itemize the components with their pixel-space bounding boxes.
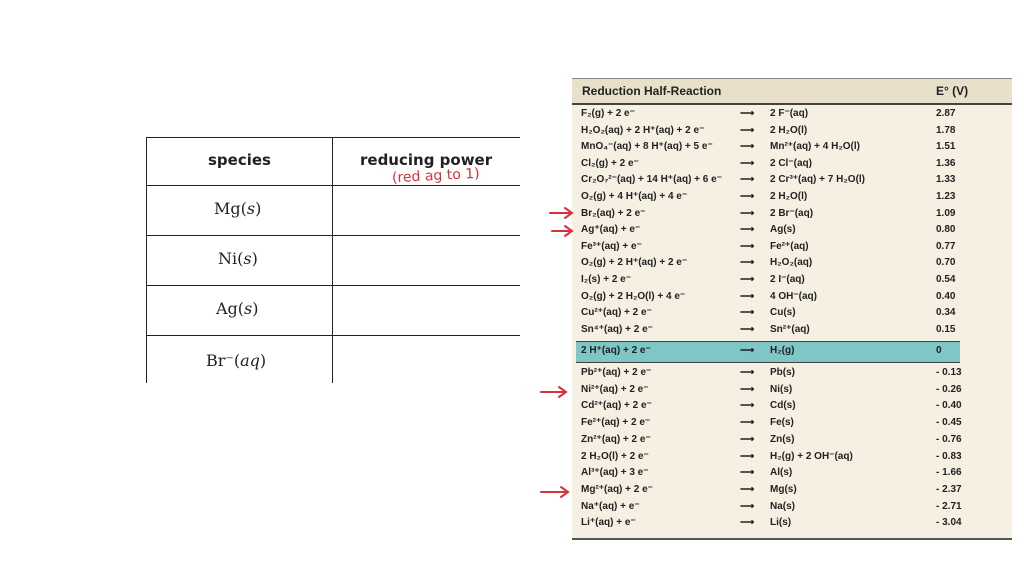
reaction-arrow: ⟶ (740, 517, 755, 529)
reactant-cell: 2 H₂O(l) + 2 e⁻ (581, 450, 649, 462)
reactant-cell: 2 H⁺(aq) + 2 e⁻ (581, 345, 651, 356)
reaction-arrow: ⟶ (740, 240, 755, 252)
reaction-arrow: ⟶ (740, 224, 755, 236)
product-cell: Pb(s) (770, 367, 795, 378)
potential-cell: - 3.04 (936, 517, 962, 529)
reactant-cell: Fe³⁺(aq) + e⁻ (581, 240, 642, 252)
potential-cell: 2.87 (936, 108, 956, 119)
reactant-cell: Li⁺(aq) + e⁻ (581, 517, 636, 529)
header-reaction: Reduction Half-Reaction (582, 84, 722, 98)
arrow-icon (541, 387, 566, 397)
potential-cell: - 1.66 (936, 467, 962, 479)
reactant-cell: Cu²⁺(aq) + 2 e⁻ (581, 307, 652, 319)
potential-cell: - 0.83 (936, 450, 962, 462)
product-cell: Mg(s) (770, 483, 797, 495)
product-cell: 2 Br⁻(aq) (770, 207, 814, 219)
reactant-cell: O₂(g) + 4 H⁺(aq) + 4 e⁻ (581, 191, 688, 202)
product-cell: 2 Cr³⁺(aq) + 7 H₂O(l) (770, 174, 866, 186)
potential-cell: 0.70 (936, 257, 956, 269)
product-cell: Al(s) (770, 467, 793, 479)
product-cell: 2 F⁻(aq) (770, 108, 809, 119)
reaction-arrow: ⟶ (740, 124, 755, 136)
species-cell: Mg(𝑠) (214, 199, 262, 218)
reactant-cell: Mg²⁺(aq) + 2 e⁻ (581, 483, 653, 495)
product-cell: Li(s) (770, 517, 792, 529)
product-cell: Sn²⁺(aq) (770, 323, 810, 335)
reaction-arrow: ⟶ (740, 274, 755, 285)
potential-cell: 0.80 (936, 224, 956, 236)
reaction-arrow: ⟶ (740, 345, 755, 356)
potential-cell: - 2.71 (936, 500, 962, 512)
reaction-arrow: ⟶ (740, 257, 755, 269)
product-cell: Ni(s) (770, 383, 793, 395)
reaction-arrow: ⟶ (740, 383, 755, 395)
reactant-cell: Cr₂O₇²⁻(aq) + 14 H⁺(aq) + 6 e⁻ (581, 174, 722, 186)
reaction-arrow: ⟶ (740, 400, 755, 412)
reaction-arrow: ⟶ (740, 141, 755, 153)
reaction-arrow: ⟶ (740, 450, 755, 462)
potential-cell: 0.15 (936, 323, 956, 335)
reaction-arrow: ⟶ (740, 467, 755, 479)
reactant-cell: Cd²⁺(aq) + 2 e⁻ (581, 400, 652, 412)
species-cell: Ni(𝑠) (218, 249, 258, 268)
handwritten-annotation: (red ag to 1) (391, 165, 481, 187)
potential-cell: 0.54 (936, 274, 956, 285)
reactant-cell: Br₂(aq) + 2 e⁻ (581, 207, 646, 219)
reaction-arrow: ⟶ (740, 307, 755, 319)
reactant-cell: MnO₄⁻(aq) + 8 H⁺(aq) + 5 e⁻ (581, 141, 713, 153)
reactant-cell: O₂(g) + 2 H⁺(aq) + 2 e⁻ (581, 257, 688, 269)
product-cell: 2 I⁻(aq) (770, 274, 805, 285)
reactant-cell: F₂(g) + 2 e⁻ (581, 108, 635, 119)
potential-cell: 0 (936, 345, 942, 356)
potential-cell: 1.78 (936, 124, 956, 136)
potential-cell: - 0.40 (936, 400, 962, 412)
reaction-arrow: ⟶ (740, 191, 755, 202)
potential-cell: 1.51 (936, 141, 956, 153)
potential-cell: 0.77 (936, 240, 956, 252)
reactant-cell: Ni²⁺(aq) + 2 e⁻ (581, 383, 649, 395)
reactant-cell: Zn²⁺(aq) + 2 e⁻ (581, 433, 651, 445)
product-cell: Cd(s) (770, 400, 796, 412)
potential-cell: 0.34 (936, 307, 956, 319)
reaction-arrow: ⟶ (740, 323, 755, 335)
reaction-arrow: ⟶ (740, 417, 755, 429)
arrow-icon (541, 487, 568, 497)
reactant-cell: Sn⁴⁺(aq) + 2 e⁻ (581, 323, 653, 335)
product-cell: 4 OH⁻(aq) (770, 290, 817, 302)
reaction-arrow: ⟶ (740, 483, 755, 495)
reaction-arrow: ⟶ (740, 500, 755, 512)
potential-cell: 1.23 (936, 191, 956, 202)
product-cell: 2 Cl⁻(aq) (770, 157, 812, 169)
product-cell: H₂(g) + 2 OH⁻(aq) (770, 450, 853, 462)
potential-cell: - 2.37 (936, 483, 962, 495)
product-cell: Cu(s) (770, 307, 796, 319)
reactant-cell: Al³⁺(aq) + 3 e⁻ (581, 467, 649, 479)
reactant-cell: Ag⁺(aq) + e⁻ (581, 224, 641, 236)
product-cell: H₂(g) (770, 345, 795, 356)
product-cell: Na(s) (770, 500, 796, 512)
arrow-icon (552, 226, 572, 236)
reactant-cell: Pb²⁺(aq) + 2 e⁻ (581, 367, 652, 378)
product-cell: H₂O₂(aq) (770, 257, 813, 269)
product-cell: Fe²⁺(aq) (770, 240, 809, 252)
potential-cell: - 0.26 (936, 383, 962, 395)
potential-cell: - 0.45 (936, 417, 962, 429)
reaction-arrow: ⟶ (740, 207, 755, 219)
reactant-cell: I₂(s) + 2 e⁻ (581, 274, 632, 285)
reaction-arrow: ⟶ (740, 157, 755, 169)
product-cell: Fe(s) (770, 417, 794, 429)
header-species: species (208, 151, 271, 169)
reaction-arrow: ⟶ (740, 290, 755, 302)
reactant-cell: Fe²⁺(aq) + 2 e⁻ (581, 417, 651, 429)
potential-cell: 1.33 (936, 174, 956, 186)
header-potential: E° (V) (936, 84, 969, 98)
reactant-cell: Cl₂(g) + 2 e⁻ (581, 157, 639, 169)
reaction-arrow: ⟶ (740, 433, 755, 445)
arrow-icon (550, 208, 572, 218)
potential-cell: - 0.13 (936, 367, 962, 378)
header-reducing-power: reducing power (360, 151, 493, 169)
product-cell: Ag(s) (770, 224, 796, 236)
reactant-cell: H₂O₂(aq) + 2 H⁺(aq) + 2 e⁻ (581, 124, 705, 136)
potential-cell: 0.40 (936, 290, 956, 302)
reactant-cell: Na⁺(aq) + e⁻ (581, 500, 640, 512)
species-cell: Ag(𝑠) (216, 299, 259, 318)
reaction-arrow: ⟶ (740, 174, 755, 186)
species-cell: Br⁻(𝑎𝑞) (206, 351, 267, 370)
product-cell: Mn²⁺(aq) + 4 H₂O(l) (770, 141, 860, 153)
reactant-cell: O₂(g) + 2 H₂O(l) + 4 e⁻ (581, 290, 686, 302)
product-cell: Zn(s) (770, 433, 795, 445)
product-cell: 2 H₂O(l) (770, 124, 808, 136)
product-cell: 2 H₂O(l) (770, 191, 808, 202)
reaction-arrow: ⟶ (740, 367, 755, 378)
potential-cell: 1.09 (936, 207, 956, 219)
reaction-arrow: ⟶ (740, 108, 755, 119)
potential-cell: 1.36 (936, 157, 956, 169)
potential-cell: - 0.76 (936, 433, 962, 445)
